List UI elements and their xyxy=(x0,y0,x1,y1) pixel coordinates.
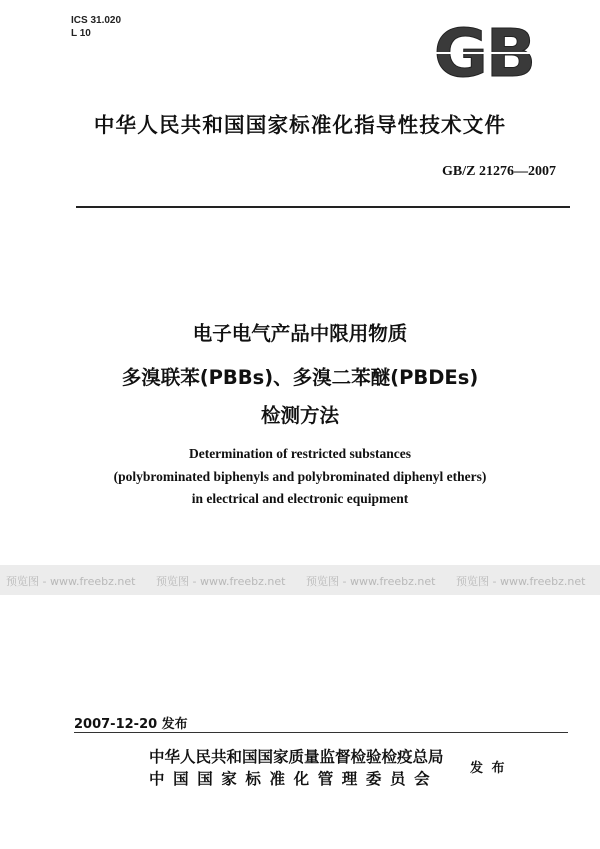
watermark-text: 预览图 - www.freebz.net xyxy=(456,575,586,588)
gb-logo-text: GB xyxy=(433,20,535,86)
ccs-code: L 10 xyxy=(71,28,91,39)
watermark-text: 预览图 - www.freebz.net xyxy=(306,575,436,588)
issue-date: 2007-12-20 发布 xyxy=(74,717,188,732)
title-zh-line-3: 检测方法 xyxy=(260,404,339,427)
footer-divider xyxy=(74,732,568,733)
authority-line-2: 中国国家标准化管理委员会 xyxy=(149,770,439,788)
publish-label: 发 布 xyxy=(470,761,507,776)
title-en-line-3: in electrical and electronic equipment xyxy=(191,491,409,506)
ics-code: ICS 31.020 xyxy=(71,15,122,26)
standard-type-heading: 中华人民共和国国家标准化指导性技术文件 xyxy=(93,113,507,137)
title-zh-line-1: 电子电气产品中限用物质 xyxy=(192,322,408,345)
standard-number: GB/Z 21276—2007 xyxy=(442,164,556,179)
classification-codes xyxy=(71,14,121,40)
title-en-line-1: Determination of restricted substances xyxy=(188,446,412,461)
title-en-line-2: (polybrominated biphenyls and polybrominated diphenyl ethers) xyxy=(113,469,487,484)
authority-line-1: 中华人民共和国国家质量监督检验检疫总局 xyxy=(149,748,444,766)
header-divider xyxy=(76,206,570,208)
watermark-text: 预览图 - www.freebz.net xyxy=(6,575,136,588)
watermark-text: 预览图 - www.freebz.net xyxy=(156,575,286,588)
title-zh-line-2: 多溴联苯(PBBs)、多溴二苯醚(PBDEs) xyxy=(121,366,479,389)
gb-logo xyxy=(426,20,542,86)
